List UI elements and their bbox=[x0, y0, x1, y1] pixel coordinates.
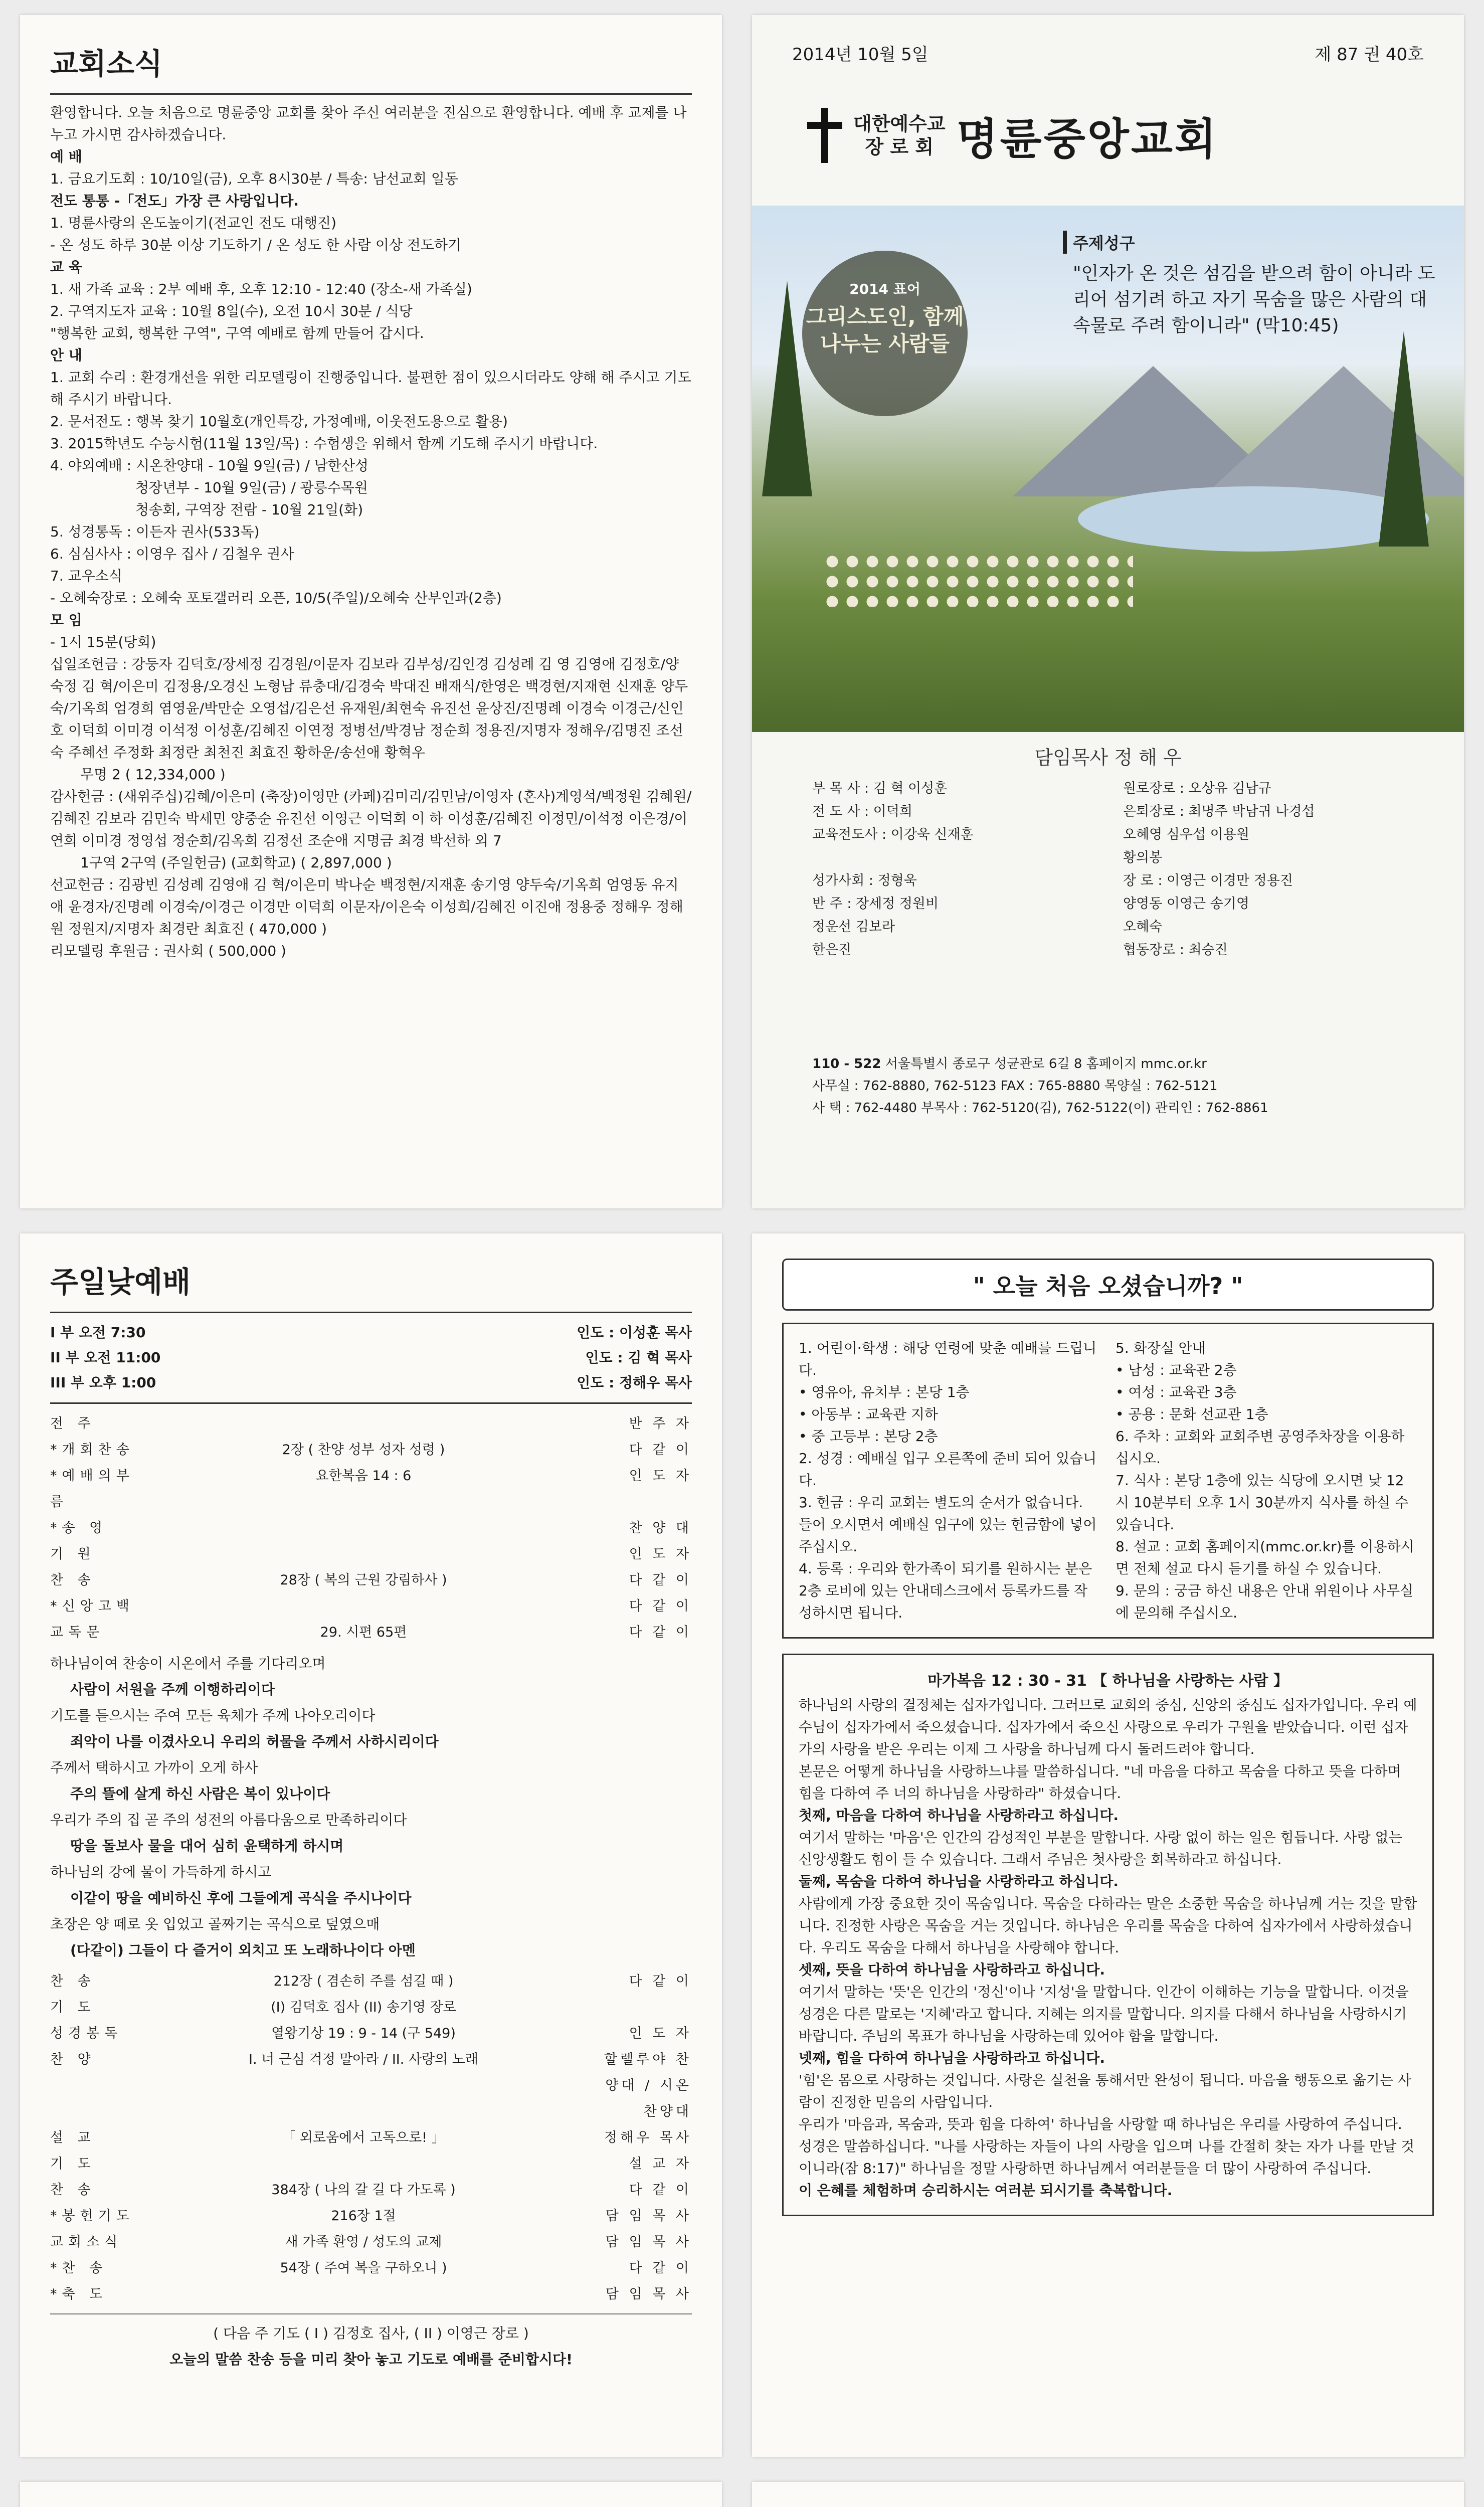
litany-line: 사람이 서원을 주께 이행하리이다 bbox=[70, 1681, 275, 1698]
contact-block bbox=[812, 1053, 1414, 1119]
service-leader: 인도 : 정해우 목사 bbox=[577, 1374, 692, 1391]
tithe-total: 무명 2 ( 12,334,000 ) bbox=[80, 766, 226, 783]
order-person: 찬 양 대 bbox=[629, 1520, 692, 1536]
order-person: 다 같 이 bbox=[629, 1598, 692, 1614]
order-item bbox=[50, 2203, 692, 2229]
order-content: 요한복음 14 : 6 bbox=[315, 1468, 412, 1484]
sermon-paragraph: 넷째, 힘을 다하여 하나님을 사랑하라고 하십니다. bbox=[799, 2050, 1105, 2066]
order-item bbox=[50, 1541, 692, 1567]
divider bbox=[50, 1402, 692, 1404]
staff-right: 오혜영 심우섭 이용원 bbox=[1123, 827, 1249, 842]
verse-text: "인자가 온 것은 섬김을 받으려 함이 아니라 도리어 섬기려 하고 자기 목숨을 많은 사람의 대속물로 주려 함이니라" (막10:45) bbox=[1073, 263, 1435, 336]
order-item bbox=[50, 2229, 692, 2255]
sermon-body bbox=[799, 1694, 1417, 2202]
order-person: 다 같 이 bbox=[629, 1442, 692, 1458]
order-content: 열왕기상 19 : 9 - 14 (구 549) bbox=[271, 2026, 456, 2041]
section-education: 교 육 bbox=[50, 259, 82, 275]
newcomer-item: 8. 설교 : 교회 홈페이지(mmc.or.kr)를 이용하시면 전체 설교 다시 듣기를 하실 수 있습니다. bbox=[1116, 1538, 1414, 1577]
yearly-theme-badge bbox=[802, 251, 968, 416]
order-person: 담 임 목 사 bbox=[605, 2286, 692, 2302]
service-time: II 부 오전 11:00 bbox=[50, 1349, 161, 1366]
order-content bbox=[135, 2151, 592, 2177]
denomination bbox=[853, 112, 946, 158]
staff-left: 한은진 bbox=[812, 942, 852, 958]
order-item bbox=[50, 2255, 692, 2281]
divider bbox=[50, 93, 692, 95]
order-content: 212장 ( 겸손히 주를 섬길 때 ) bbox=[273, 1974, 454, 1989]
order-person: 설 교 자 bbox=[629, 2156, 692, 2172]
litany-line: 땅을 돌보사 물을 대어 심히 윤택하게 하시며 bbox=[70, 1838, 344, 1854]
sunday-worship-title: 주일낮예배 bbox=[50, 1265, 191, 1299]
newcomer-item: 9. 문의 : 궁금 하신 내용은 안내 위원이나 사무실에 문의해 주십시오. bbox=[1116, 1582, 1414, 1621]
divider bbox=[50, 1312, 692, 1313]
service-leader: 인도 : 김 혁 목사 bbox=[585, 1349, 692, 1366]
order-content: 29. 시편 65편 bbox=[320, 1625, 407, 1640]
order-of-worship-2 bbox=[50, 1968, 692, 2307]
staff-left: 부 목 사 : 김 혁 이성훈 bbox=[812, 781, 948, 796]
sermon-paragraph: 이 은혜를 체험하며 승리하시는 여러분 되시기를 축복합니다. bbox=[799, 2182, 1173, 2199]
order-person: 다 같 이 bbox=[629, 1572, 692, 1588]
cover-landscape-image bbox=[752, 206, 1464, 732]
service-leader: 인도 : 이성훈 목사 bbox=[577, 1324, 692, 1341]
senior-pastor: 담임목사 정 해 우 bbox=[1034, 747, 1182, 769]
staff-right: 양영동 이영근 송기영 bbox=[1123, 896, 1249, 912]
church-news-title: 교회소식 bbox=[50, 47, 163, 81]
staff-right: 오혜숙 bbox=[1123, 919, 1163, 935]
staff-left: 반 주 : 장세정 정원비 bbox=[812, 896, 939, 912]
order-element: 찬 송 bbox=[50, 1572, 96, 1588]
sermon-paragraph: 사람에게 가장 중요한 것이 목숨입니다. 목숨을 다하라는 말은 소중한 목숨을 하나님께 거는 것을 말합니다. 진정한 사랑은 목숨을 거는 것입니다. 하나님은 우리를 목숨을 다하여 십자가에서 사랑하셨습니다. 우리도 목숨을 다해서 하나님을 사랑해야 합니다. bbox=[799, 1895, 1417, 1956]
service-time-row bbox=[50, 1370, 692, 1395]
order-element: 전 주 bbox=[50, 1416, 96, 1431]
staff-row bbox=[812, 800, 1414, 823]
order-person: 다 같 이 bbox=[629, 1625, 692, 1640]
order-element: 성경봉독 bbox=[50, 2026, 123, 2041]
address: 서울특별시 종로구 성균관로 6길 8 bbox=[885, 1056, 1082, 1071]
cross-icon bbox=[807, 108, 842, 163]
order-content bbox=[135, 2281, 592, 2307]
order-content: 새 가족 환영 / 성도의 교제 bbox=[285, 2234, 442, 2250]
newcomer-item: • 남성 : 교육관 2층 bbox=[1116, 1362, 1237, 1378]
order-item bbox=[50, 1593, 692, 1620]
sermon-paragraph: 여기서 말하는 '뜻'은 인간의 '정신'이나 '지성'을 말합니다. 인간이 이해하는 기능을 말합니다. 이것을 성경은 다른 말로는 '지혜'라고 합니다. 지혜는 의지를 말합니다. 의지를 다해서 하나님을 사랑하시기 바랍니다. 주님의 목표가 하나님을 사랑하는데 있어야 함을 말합니다. bbox=[799, 1984, 1409, 2044]
other-worship-panel bbox=[20, 2482, 722, 2507]
notice-item-4c: 청송회, 구역장 전람 - 10월 21일(화) bbox=[135, 501, 363, 518]
order-element: *개회찬송 bbox=[50, 1442, 134, 1458]
staff-row bbox=[812, 777, 1414, 800]
staff-row bbox=[812, 869, 1414, 892]
litany-line: 초장은 양 떼로 옷 입었고 골짜기는 곡식으로 덮였으매 bbox=[50, 1916, 380, 1932]
order-element: 찬 송 bbox=[50, 1974, 96, 1989]
issue-date: 2014년 10월 5일 bbox=[792, 44, 929, 65]
newcomer-item: • 여성 : 교육관 3층 bbox=[1116, 1384, 1237, 1400]
sermon-paragraph: 하나님의 사랑의 결정체는 십자가입니다. 그러므로 교회의 중심, 신앙의 중심도 십자가입니다. 우리 예수님이 십자가에서 죽으셨습니다. 십자가에서 죽으신 사랑으로 우리가 구원을 받았습니다. 이런 십자가의 사랑을 받은 우리는 이제 그 사랑을 하나님께 다시 돌려드려야 합니다. bbox=[799, 1697, 1417, 1757]
order-item bbox=[50, 2125, 692, 2151]
order-person: 할렐루야 찬양대 / 시온 찬양대 bbox=[604, 2052, 692, 2119]
order-item bbox=[50, 1411, 692, 1437]
service-time: I 부 오전 7:30 bbox=[50, 1324, 146, 1341]
notice-item-1: 1. 교회 수리 : 환경개선을 위한 리모델링이 진행중입니다. 불편한 점이 있으시더라도 양해 해 주시고 기도해 주시기 바랍니다. bbox=[50, 369, 691, 408]
newcomer-item: • 영유아, 유치부 : 본당 1층 bbox=[799, 1384, 970, 1400]
order-item bbox=[50, 1515, 692, 1541]
responsive-reading bbox=[50, 1651, 692, 1963]
residence-phones: 사 택 : 762-4480 부목사 : 762-5120(김), 762-5122(이) 관리인 : 762-8861 bbox=[812, 1101, 1268, 1116]
order-content: 2장 ( 찬양 성부 성자 성령 ) bbox=[282, 1442, 445, 1458]
notice-item-7: 7. 교우소식 bbox=[50, 568, 122, 584]
litany-line: 하나님의 강에 물이 가득하게 하시고 bbox=[50, 1864, 272, 1880]
staff-row bbox=[812, 823, 1414, 846]
newcomer-item: 2. 성경 : 예배실 입구 오른쪽에 준비 되어 있습니다. bbox=[799, 1450, 1097, 1489]
order-content: (I) 김덕호 집사 (II) 송기영 장로 bbox=[271, 2000, 456, 2015]
theme-verse bbox=[1063, 231, 1444, 339]
order-person: 인 도 자 bbox=[629, 1546, 692, 1562]
newcomer-item: 5. 화장실 안내 bbox=[1116, 1340, 1206, 1356]
newcomer-item: 1. 어린이·학생 : 해당 연령에 맞춘 예배를 드립니다. bbox=[799, 1340, 1097, 1378]
staff-left bbox=[812, 846, 1123, 869]
edu-item-1: 1. 새 가족 교육 : 2부 예배 후, 오후 12:10 - 12:40 (장소-새 가족실) bbox=[50, 281, 472, 297]
edu-item-3: "행복한 교회, 행복한 구역", 구역 예배로 함께 만들어 갑시다. bbox=[50, 325, 424, 341]
order-item bbox=[50, 1620, 692, 1646]
service-time-row bbox=[50, 1345, 692, 1370]
order-person: 다 같 이 bbox=[629, 2182, 692, 2198]
order-content: I. 너 근심 걱정 말아라 / II. 사랑의 노래 bbox=[249, 2052, 478, 2067]
notice-item-2: 2. 문서전도 : 행복 찾기 10월호(개인특강, 가정예배, 이웃전도용으로 활용) bbox=[50, 413, 508, 430]
staff-row bbox=[812, 892, 1414, 916]
denomination-line-2: 장 로 회 bbox=[865, 136, 934, 158]
order-item bbox=[50, 1995, 692, 2021]
order-element: 기 도 bbox=[50, 2000, 96, 2015]
litany-line: 기도를 듣으시는 주여 모든 육체가 주께 나아오리이다 bbox=[50, 1707, 376, 1724]
order-item bbox=[50, 2021, 692, 2047]
order-element: 설 교 bbox=[50, 2130, 96, 2145]
newcomer-item: • 공용 : 문화 선교관 1층 bbox=[1116, 1406, 1268, 1422]
lake-shape bbox=[1078, 486, 1429, 552]
staff-left: 정운선 김보라 bbox=[812, 919, 895, 935]
divider bbox=[50, 2313, 692, 2314]
notice-item-4b: 청장년부 - 10월 9일(금) / 광릉수목원 bbox=[135, 479, 368, 496]
thanks-offering-list: 감사헌금 : (새위주십)김혜/이은미 (축장)이영만 (카페)김미리/김민남/이영자 (혼사)계영석/백정원 김혜원/김혜진 김보라 김민숙 박세민 양중순 유진선 이영근 이덕희 이 하 이성훈/김혜진 이정민/이석정 이은경/이연희 이미경 정영섭 정순희/김옥희 김정선 조순애 지명금 최경 박선하 외 7 bbox=[50, 788, 692, 849]
zip-code: 110 - 522 bbox=[812, 1056, 881, 1071]
sermon-paragraph: 우리가 '마음과, 목숨과, 뜻과 힘을 다하여' 하나님을 사랑할 때 하나님은 우리를 사랑하여 주십니다. 성경은 말씀하십니다. "나를 사랑하는 자들이 나의 사랑을 입으며 나를 간절히 찾는 자가 나를 만날 것이니라(잠 8:17)" 하나님을 정말 사랑하면 하나님께서 여러분들을 더 많이 사랑하여 주십니다. bbox=[799, 2116, 1415, 2177]
sheep-flock bbox=[822, 552, 1133, 607]
newcomer-item: 4. 등록 : 우리와 한가족이 되기를 원하시는 분은 2층 로비에 있는 안내데스크에서 등록카드를 작성하시면 됩니다. bbox=[799, 1560, 1092, 1621]
order-item bbox=[50, 1567, 692, 1593]
staff-right: 장 로 : 이영근 이경만 정용진 bbox=[1123, 873, 1293, 888]
tithe-list: 십일조헌금 : 강둥자 김덕호/장세정 김경원/이문자 김보라 김부성/김인경 김성례 김 영 김영애 김정호/양숙정 김 혁/이은미 김정용/오경신 노형남 류충대/김경숙 박대진 배재식/한영은 백경현/지재현 신재훈 양두숙/기옥희 엄경희 염영윤/박만순 오영섭/김은선 유재원/최현숙 유진선 윤상진/진명례 이경숙 이경근/신인호 이덕희 이미경 이석정 이성훈/김혜진 이연정 정병선/박경남 정순희 정용진/지명자 정해우/김명진 조선숙 주혜선 주정화 최정란 최천진 최효진 황하운/송선애 황혁우 bbox=[50, 656, 688, 761]
order-content bbox=[135, 1593, 592, 1620]
evangel-item-2: - 온 성도 하루 30분 이상 기도하기 / 온 성도 한 사람 이상 전도하기 bbox=[50, 237, 462, 253]
thanks-offering-total: 1구역 2구역 (주일헌금) (교회학교) ( 2,897,000 ) bbox=[80, 854, 392, 871]
notice-item-3: 3. 2015학년도 수능시험(11월 13일/목) : 수험생을 위해서 함께 기도해 주시기 바랍니다. bbox=[50, 435, 598, 452]
order-element: *예배의부름 bbox=[50, 1468, 134, 1510]
order-person: 인 도 자 bbox=[629, 2026, 692, 2041]
order-content: 384장 ( 나의 갈 길 다 가도록 ) bbox=[271, 2182, 456, 2198]
staff-left: 교육전도사 : 이강욱 신재훈 bbox=[812, 827, 974, 842]
order-element: 찬 양 bbox=[50, 2052, 96, 2067]
staff-left: 성가사회 : 정형욱 bbox=[812, 873, 917, 888]
staff-right: 원로장로 : 오상유 김남규 bbox=[1123, 781, 1271, 796]
staff-row bbox=[812, 939, 1414, 962]
sermon-paragraph: 본문은 어떻게 하나님을 사랑하느냐를 말씀하십니다. "네 마음을 다하고 목숨을 다하고 뜻을 다하며 힘을 다하여 주 너의 하나님을 사랑하라" 하셨습니다. bbox=[799, 1763, 1401, 1802]
tree-shape bbox=[1379, 331, 1429, 547]
litany-line: (다같이) 그들이 다 즐거이 외치고 또 노래하나이다 아멘 bbox=[70, 1942, 416, 1958]
litany-line: 이같이 땅을 예비하신 후에 그들에게 곡식을 주시나이다 bbox=[70, 1890, 412, 1906]
sermon-paragraph: 둘째, 목숨을 다하여 하나님을 사랑하라고 하십니다. bbox=[799, 1873, 1119, 1890]
order-content: 216장 1절 bbox=[331, 2208, 396, 2224]
notice-item-5: 5. 성경통독 : 이든자 권사(533독) bbox=[50, 523, 260, 540]
newcomer-title: " 오늘 처음 오셨습니까? " bbox=[782, 1259, 1434, 1311]
order-content: 「 외로움에서 고독으로! 」 bbox=[282, 2130, 445, 2145]
order-person: 반 주 자 bbox=[629, 1416, 692, 1431]
prepare-note: 오늘의 말씀 찬송 등을 미리 찾아 놓고 기도로 예배를 준비합시다! bbox=[169, 2351, 573, 2368]
newcomer-item: 3. 헌금 : 우리 교회는 별도의 순서가 없습니다. 들어 오시면서 예배실 입구에 있는 헌금함에 넣어 주십시오. bbox=[799, 1494, 1097, 1555]
mission-offering-list: 선교헌금 : 김광빈 김성례 김영애 김 혁/이은미 박나순 백정현/지재훈 송기영 양두숙/기옥희 엄영동 유지애 윤경자/진명례 이경숙/이경근 이경만 이덕희 이문자/이은숙 이성희/김혜진 이진애 정용중 정해우 정해원 정원지/지명자 최경란 최효진 ( 470,000 ) bbox=[50, 876, 683, 937]
church-logo bbox=[752, 90, 1464, 181]
staff-right: 협동장로 : 최승진 bbox=[1123, 942, 1228, 958]
order-item bbox=[50, 2177, 692, 2203]
church-name: 명륜중앙교회 bbox=[956, 114, 1219, 164]
newcomer-item: • 아동부 : 교육관 지하 bbox=[799, 1406, 938, 1422]
evangel-item-1: 1. 명륜사랑의 온도높이기(전교인 전도 대행진) bbox=[50, 215, 337, 231]
order-person: 인 도 자 bbox=[629, 1468, 692, 1484]
litany-line: 우리가 주의 집 곧 주의 성전의 아름다움으로 만족하리이다 bbox=[50, 1812, 407, 1828]
order-element: *찬 송 bbox=[50, 2260, 108, 2276]
order-person: 다 같 이 bbox=[629, 1974, 692, 1989]
newcomer-item: 7. 식사 : 본당 1층에 있는 식당에 오시면 낮 12시 10분부터 오후 1시 30분까지 식사를 하실 수 있습니다. bbox=[1116, 1472, 1409, 1533]
newcomer-guide bbox=[782, 1323, 1434, 1639]
order-element: 기 원 bbox=[50, 1546, 96, 1562]
theme-text: 그리스도인, 함께 나누는 사람들 bbox=[806, 304, 964, 356]
meeting-item-1: - 1시 15분(당회) bbox=[50, 634, 156, 650]
litany-line: 죄악이 나를 이겼사오니 우리의 허물을 주께서 사하시리이다 bbox=[70, 1733, 439, 1750]
order-content bbox=[135, 1541, 592, 1567]
order-element: 찬 송 bbox=[50, 2182, 96, 2198]
office-phones: 사무실 : 762-8880, 762-5123 FAX : 765-8880 목양실 : 762-5121 bbox=[812, 1079, 1218, 1094]
order-content: 28장 ( 복의 근원 강림하사 ) bbox=[280, 1572, 447, 1588]
order-element: 교독문 bbox=[50, 1625, 105, 1640]
order-person: 담 임 목 사 bbox=[605, 2208, 692, 2224]
calendar-mission-panel bbox=[752, 2482, 1464, 2507]
issue-number: 제 87 권 40호 bbox=[1315, 44, 1424, 65]
order-element: *신앙고백 bbox=[50, 1598, 134, 1614]
homepage-link[interactable]: 홈페이지 mmc.or.kr bbox=[1086, 1056, 1207, 1071]
section-worship: 예 배 bbox=[50, 148, 82, 165]
sunday-worship-panel bbox=[20, 1233, 722, 2457]
litany-line: 주의 뜰에 살게 하신 사람은 복이 있나이다 bbox=[70, 1785, 330, 1802]
order-element: *봉헌기도 bbox=[50, 2208, 134, 2224]
theme-year: 2014 표어 bbox=[849, 281, 920, 297]
cover-panel bbox=[752, 15, 1464, 1208]
order-element: 기 도 bbox=[50, 2156, 96, 2172]
order-person: 다 같 이 bbox=[629, 2260, 692, 2276]
service-time: III 부 오후 1:00 bbox=[50, 1374, 156, 1391]
order-person: 담 임 목 사 bbox=[605, 2234, 692, 2250]
sermon-title: 마가복음 12 : 30 - 31 【 하나님을 사랑하는 사람 】 bbox=[928, 1672, 1288, 1690]
order-content: 54장 ( 주여 복을 구하오니 ) bbox=[280, 2260, 447, 2276]
sermon-paragraph: '힘'은 몸으로 사랑하는 것입니다. 사랑은 실천을 통해서만 완성이 됩니다. 마음을 행동으로 옮기는 사람이 진정한 믿음의 사람입니다. bbox=[799, 2072, 1411, 2110]
order-content bbox=[135, 1411, 592, 1437]
order-element: *축 도 bbox=[50, 2286, 108, 2302]
order-item bbox=[50, 2281, 692, 2307]
newcomer-item: 6. 주차 : 교회와 교회주변 공영주차장을 이용하십시오. bbox=[1116, 1428, 1405, 1467]
sermon-paragraph: 셋째, 뜻을 다하여 하나님을 사랑하라고 하십니다. bbox=[799, 1961, 1105, 1978]
section-notice: 안 내 bbox=[50, 347, 82, 364]
sermon-paragraph: 여기서 말하는 '마음'은 인간의 감성적인 부분을 말합니다. 사랑 없이 하는 일은 힘듭니다. 사랑 없는 신앙생활도 힘이 들 수 있습니다. 그래서 주님은 첫사랑을 회복하라고 하십니다. bbox=[799, 1829, 1402, 1868]
service-times bbox=[50, 1320, 692, 1395]
service-time-row bbox=[50, 1320, 692, 1345]
edu-item-2: 2. 구역지도자 교육 : 10월 8일(수), 오전 10시 30분 / 식당 bbox=[50, 303, 413, 319]
staff-left: 전 도 사 : 이덕희 bbox=[812, 804, 912, 819]
staff-row bbox=[812, 916, 1414, 939]
order-item bbox=[50, 1968, 692, 1995]
worship-item-1: 1. 금요기도회 : 10/10일(금), 오후 8시30분 / 특송: 남선교회 일동 bbox=[50, 170, 458, 187]
newcomer-item: • 중 고등부 : 본당 2층 bbox=[799, 1428, 938, 1445]
church-news-panel bbox=[20, 15, 722, 1208]
verse-label: 주제성구 bbox=[1063, 231, 1444, 254]
litany-line: 주께서 택하시고 가까이 오게 하사 bbox=[50, 1759, 258, 1776]
staff-right: 황의봉 bbox=[1123, 850, 1163, 865]
order-content bbox=[135, 1515, 592, 1541]
order-item bbox=[50, 2151, 692, 2177]
staff-row bbox=[812, 846, 1414, 869]
order-person: 정해우 목사 bbox=[604, 2130, 692, 2145]
sermon-summary bbox=[782, 1654, 1434, 2216]
next-week-prayer: ( 다음 주 기도 ( I ) 김정호 집사, ( II ) 이영근 장로 ) bbox=[213, 2325, 529, 2342]
newcomer-sermon-panel bbox=[752, 1233, 1464, 2457]
newcomer-guide-left bbox=[799, 1337, 1100, 1624]
order-element: *송 영 bbox=[50, 1520, 108, 1536]
staff-list bbox=[812, 777, 1414, 962]
remodel-offering: 리모델링 후원금 : 권사회 ( 500,000 ) bbox=[50, 943, 286, 959]
notice-item-6: 6. 심심사사 : 이영우 집사 / 김철우 권사 bbox=[50, 546, 294, 562]
section-evangelism: 전도 통통 -「전도」가장 큰 사랑입니다. bbox=[50, 193, 299, 209]
section-meeting: 모 임 bbox=[50, 612, 82, 628]
staff-right: 은퇴장로 : 최명주 박남귀 나경섭 bbox=[1123, 804, 1315, 819]
order-of-worship bbox=[50, 1411, 692, 1646]
sermon-paragraph: 첫째, 마음을 다하여 하나님을 사랑하라고 하십니다. bbox=[799, 1807, 1119, 1824]
welcome-text: 환영합니다. 오늘 처음으로 명륜중앙 교회를 찾아 주신 여러분을 진심으로 환영합니다. 예배 후 교제를 나누고 가시면 감사하겠습니다. bbox=[50, 104, 687, 143]
newcomer-guide-right bbox=[1116, 1337, 1417, 1624]
order-item bbox=[50, 2047, 692, 2125]
order-element: 교회소식 bbox=[50, 2234, 123, 2250]
order-item bbox=[50, 1463, 692, 1515]
notice-item-4: 4. 야외예배 : 시온찬양대 - 10월 9일(금) / 남한산성 bbox=[50, 457, 368, 474]
litany-line: 하나님이여 찬송이 시온에서 주를 기다리오며 bbox=[50, 1655, 326, 1672]
denomination-line-1: 대한예수교 bbox=[853, 113, 946, 135]
order-item bbox=[50, 1437, 692, 1463]
notice-item-7b: - 오혜숙장로 : 오혜숙 포토갤러리 오픈, 10/5(주일)/오혜숙 산부인과(2층) bbox=[50, 590, 502, 606]
order-person bbox=[592, 1995, 692, 2021]
